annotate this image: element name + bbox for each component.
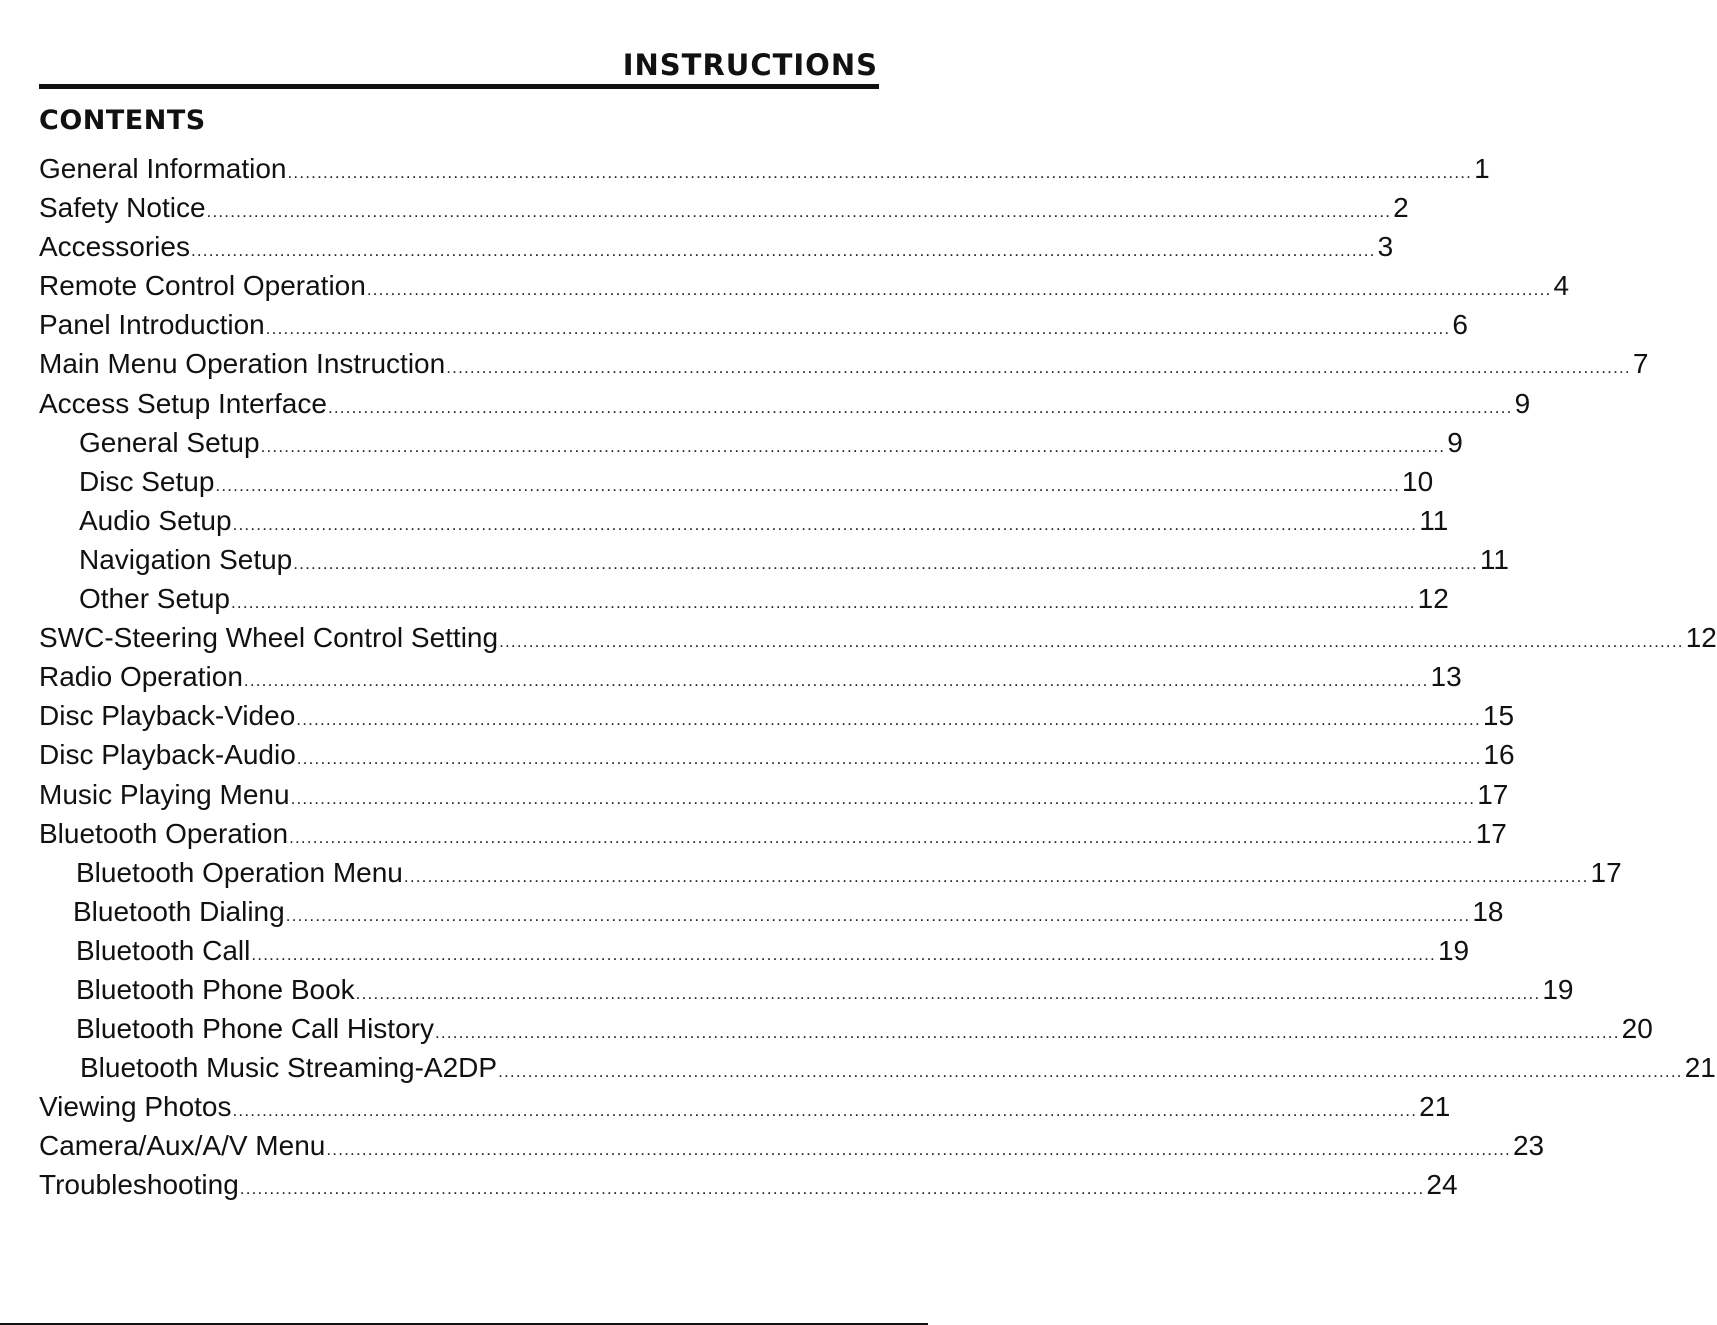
- toc-dot-leader: ........................................................................................................................................................................................................: [296, 710, 1481, 730]
- toc-entry-page: 21: [1684, 1052, 1716, 1084]
- toc-entry-page: 3: [1377, 231, 1394, 263]
- toc-dot-leader: ........................................................................................................................................................................................................: [355, 983, 1541, 1003]
- toc-entry-label: Other Setup: [79, 583, 230, 615]
- toc-entry-page: 12: [1685, 622, 1717, 654]
- toc-dot-leader: ........................................................................................................................................................................................................: [366, 280, 1552, 300]
- toc-entry-label: Remote Control Operation: [39, 270, 366, 302]
- toc-entry-label: Main Menu Operation Instruction: [39, 348, 446, 380]
- toc-entry[interactable]: [39, 735, 1515, 774]
- toc-entry[interactable]: [39, 618, 1717, 657]
- toc-dot-leader: ........................................................................................................................................................................................................: [251, 944, 1436, 964]
- toc-entry-page: 20: [1621, 1013, 1653, 1045]
- toc-dot-leader: ........................................................................................................................................................................................................: [403, 866, 1589, 886]
- toc-entry-page: 9: [1447, 426, 1463, 458]
- toc-dot-leader: ........................................................................................................................................................................................................: [239, 1179, 1425, 1199]
- toc-dot-leader: ........................................................................................................................................................................................................: [499, 632, 1684, 652]
- toc-entry-label: Safety Notice: [39, 192, 206, 224]
- toc-dot-leader: ........................................................................................................................................................................................................: [289, 827, 1474, 847]
- toc-dot-leader: ........................................................................................................................................................................................................: [232, 514, 1418, 534]
- toc-entry[interactable]: [39, 149, 1490, 188]
- toc-entry-label: Bluetooth Operation Menu: [76, 856, 403, 888]
- toc-entry-label: Radio Operation: [39, 661, 243, 693]
- toc-entry-page: 21: [1419, 1091, 1451, 1123]
- toc-entry-page: 7: [1632, 348, 1649, 380]
- contents-heading: CONTENTS: [39, 105, 206, 136]
- toc-entry[interactable]: [39, 892, 1504, 931]
- toc-dot-leader: ........................................................................................................................................................................................................: [293, 553, 1478, 573]
- toc-entry-page: 9: [1514, 387, 1531, 419]
- toc-dot-leader: ........................................................................................................................................................................................................: [265, 319, 1451, 339]
- toc-entry-page: 19: [1542, 973, 1574, 1005]
- toc-entry-page: 24: [1426, 1169, 1458, 1201]
- header-divider: [39, 84, 879, 89]
- toc-entry[interactable]: [39, 814, 1507, 853]
- toc-entry[interactable]: [39, 657, 1462, 696]
- header-title: INSTRUCTIONS: [622, 48, 878, 82]
- toc-entry[interactable]: [39, 540, 1509, 579]
- toc-entry-label: Bluetooth Music Streaming-A2DP: [80, 1052, 498, 1084]
- toc-dot-leader: ........................................................................................................................................................................................................: [215, 475, 1401, 495]
- toc-entry-page: 11: [1479, 543, 1509, 575]
- toc-dot-leader: ........................................................................................................................................................................................................: [296, 749, 1482, 769]
- toc-dot-leader: ........................................................................................................................................................................................................: [287, 163, 1473, 182]
- toc-list: [39, 149, 1717, 1205]
- toc-entry-label: Bluetooth Call: [76, 934, 251, 966]
- toc-dot-leader: ........................................................................................................................................................................................................: [446, 358, 1631, 378]
- toc-entry[interactable]: [39, 775, 1509, 814]
- toc-entry-page: 23: [1512, 1130, 1545, 1162]
- toc-dot-leader: ........................................................................................................................................................................................................: [206, 202, 1392, 222]
- toc-entry-label: Disc Playback-Video: [39, 700, 296, 732]
- toc-entry-label: Bluetooth Phone Book: [76, 973, 355, 1005]
- toc-entry-label: General Information: [39, 153, 287, 184]
- toc-entry[interactable]: [39, 853, 1622, 892]
- toc-entry[interactable]: [39, 462, 1434, 501]
- toc-dot-leader: ........................................................................................................................................................................................................: [260, 436, 1446, 456]
- toc-entry-label: Viewing Photos: [39, 1091, 232, 1123]
- toc-entry-label: Access Setup Interface: [39, 387, 327, 419]
- toc-dot-leader: ........................................................................................................................................................................................................: [326, 1140, 1511, 1160]
- toc-dot-leader: ........................................................................................................................................................................................................: [230, 593, 1416, 613]
- toc-entry-page: 6: [1452, 309, 1468, 341]
- toc-entry[interactable]: [39, 266, 1570, 305]
- toc-entry[interactable]: [39, 696, 1515, 735]
- toc-entry[interactable]: [39, 188, 1409, 227]
- toc-entry-page: 10: [1402, 465, 1434, 497]
- toc-entry-page: 18: [1472, 895, 1504, 927]
- toc-entry[interactable]: [39, 423, 1463, 462]
- toc-entry-label: Disc Setup: [79, 465, 215, 497]
- toc-entry[interactable]: [39, 1165, 1458, 1204]
- toc-entry-label: Bluetooth Dialing: [73, 895, 285, 927]
- toc-entry[interactable]: [39, 1087, 1451, 1126]
- toc-entry-page: 17: [1475, 817, 1507, 849]
- toc-entry-label: Panel Introduction: [39, 309, 265, 341]
- toc-entry-label: Bluetooth Phone Call History: [76, 1013, 434, 1045]
- toc-entry-label: Music Playing Menu: [39, 778, 290, 810]
- toc-entry-page: 2: [1393, 192, 1409, 224]
- toc-entry-label: Audio Setup: [79, 504, 232, 536]
- toc-entry-page: 12: [1417, 583, 1449, 615]
- toc-dot-leader: ........................................................................................................................................................................................................: [498, 1062, 1683, 1082]
- toc-entry-label: Navigation Setup: [79, 543, 293, 575]
- toc-entry[interactable]: [39, 970, 1574, 1009]
- toc-dot-leader: ........................................................................................................................................................................................................: [232, 1101, 1418, 1121]
- toc-entry[interactable]: [39, 305, 1468, 344]
- toc-entry-page: 15: [1482, 700, 1515, 732]
- toc-dot-leader: ........................................................................................................................................................................................................: [327, 397, 1513, 417]
- toc-entry[interactable]: [39, 931, 1470, 970]
- toc-entry-page: 1: [1474, 153, 1490, 184]
- toc-entry-label: General Setup: [79, 426, 260, 458]
- toc-entry[interactable]: [39, 1048, 1716, 1087]
- toc-entry-page: 13: [1430, 661, 1462, 693]
- toc-dot-leader: ........................................................................................................................................................................................................: [285, 905, 1471, 925]
- toc-entry-page: 19: [1437, 934, 1470, 966]
- toc-entry-page: 4: [1553, 270, 1570, 302]
- toc-dot-leader: ........................................................................................................................................................................................................: [434, 1023, 1620, 1043]
- toc-entry[interactable]: [39, 1126, 1545, 1165]
- toc-entry[interactable]: [39, 579, 1449, 618]
- toc-dot-leader: ........................................................................................................................................................................................................: [290, 788, 1476, 808]
- toc-entry-page: 17: [1477, 778, 1509, 810]
- toc-entry[interactable]: [39, 384, 1531, 423]
- toc-entry[interactable]: [39, 1009, 1653, 1048]
- toc-entry-page: 16: [1483, 739, 1515, 771]
- toc-entry-label: SWC-Steering Wheel Control Setting: [39, 622, 499, 654]
- toc-dot-leader: ........................................................................................................................................................................................................: [243, 671, 1429, 691]
- toc-entry[interactable]: [39, 227, 1394, 266]
- toc-entry-label: Accessories: [39, 231, 190, 263]
- toc-entry-label: Disc Playback-Audio: [39, 739, 296, 771]
- toc-entry-page: 17: [1590, 856, 1622, 888]
- toc-entry-page: 11: [1419, 504, 1449, 536]
- toc-entry-label: Troubleshooting: [39, 1169, 239, 1201]
- toc-entry[interactable]: [39, 501, 1449, 540]
- toc-entry-label: Bluetooth Operation: [39, 817, 289, 849]
- toc-entry-label: Camera/Aux/A/V Menu: [39, 1130, 326, 1162]
- toc-entry[interactable]: [39, 344, 1649, 383]
- toc-dot-leader: ........................................................................................................................................................................................................: [190, 241, 1376, 261]
